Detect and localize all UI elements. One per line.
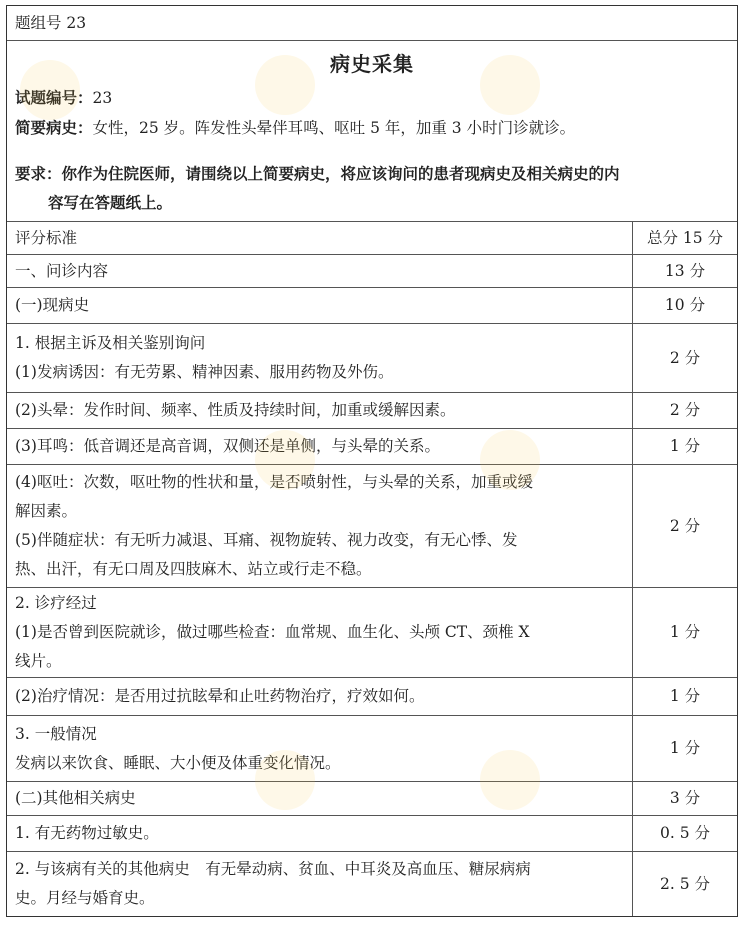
score-cell: 0. 5 分 bbox=[659, 824, 710, 842]
criteria-cell bbox=[7, 429, 633, 464]
requirement-line-2: 容写在答题纸上。 bbox=[48, 193, 173, 212]
criteria-line: (5)伴随症状：有无听力减退、耳痛、视物旋转、视力改变，有无心悸、发 bbox=[15, 531, 518, 549]
group-number: 题组号 23 bbox=[7, 6, 737, 41]
criteria-line: 2. 诊疗经过 bbox=[15, 594, 97, 612]
criteria-line: (3)耳鸣：低音调还是高音调，双侧还是单侧，与头晕的关系。 bbox=[15, 437, 440, 455]
score-cell: 10 分 bbox=[664, 296, 706, 314]
criteria-line: 史。月经与婚育史。 bbox=[15, 889, 155, 907]
table-row bbox=[7, 588, 737, 678]
page-title: 病史采集 bbox=[330, 52, 414, 76]
criteria-line: 一、问诊内容 bbox=[15, 261, 109, 280]
score-cell: 2 分 bbox=[669, 516, 701, 535]
table-row bbox=[7, 816, 737, 852]
criteria-line: 热、出汗，有无口周及四肢麻木、站立或行走不稳。 bbox=[15, 560, 372, 578]
criteria-cell bbox=[7, 288, 633, 323]
criteria-cell bbox=[7, 716, 633, 781]
exam-number-line bbox=[15, 83, 729, 113]
score-cell: 1 分 bbox=[669, 623, 701, 641]
criteria-line: (1)是否曾到医院就诊，做过哪些检查：血常规、血生化、头颅 CT、颈椎 X bbox=[15, 623, 530, 641]
criteria-cell bbox=[7, 393, 633, 428]
criteria-line: 1. 根据主诉及相关鉴别询问 bbox=[15, 334, 206, 352]
criteria-line: 3. 一般情况 bbox=[15, 724, 97, 743]
criteria-line: 2. 与该病有关的其他病史 有无晕动病、贫血、中耳炎及高血压、糖尿病病 bbox=[15, 860, 531, 878]
criteria-line: (二)其他相关病史 bbox=[15, 789, 136, 807]
table-row bbox=[7, 393, 737, 429]
exam-number-label: 试题编号： bbox=[15, 88, 93, 107]
table-row bbox=[7, 716, 737, 782]
criteria-cell bbox=[7, 852, 633, 916]
requirement-text bbox=[15, 159, 620, 217]
criteria-cell bbox=[7, 324, 633, 392]
table-row bbox=[7, 782, 737, 816]
case-intro bbox=[7, 41, 737, 222]
brief-history-label: 简要病史： bbox=[15, 118, 93, 137]
criteria-cell bbox=[7, 465, 633, 587]
exam-number-value: 23 bbox=[92, 89, 113, 107]
criteria-line: (2)治疗情况：是否用过抗眩晕和止吐药物治疗，疗效如何。 bbox=[15, 687, 425, 705]
criteria-line: (一)现病史 bbox=[15, 296, 90, 314]
table-row bbox=[7, 852, 737, 916]
criteria-line: 发病以来饮食、睡眠、大小便及体重变化情况。 bbox=[15, 753, 341, 772]
requirement-block bbox=[15, 159, 729, 217]
criteria-line: (2)头晕：发作时间、频率、性质及持续时间，加重或缓解因素。 bbox=[15, 401, 456, 419]
score-cell: 1 分 bbox=[669, 739, 701, 757]
table-row bbox=[7, 255, 737, 288]
criteria-cell bbox=[7, 255, 633, 287]
total-score-header: 总分 15 分 bbox=[646, 228, 724, 247]
table-row bbox=[7, 288, 737, 324]
criteria-line: 线片。 bbox=[15, 652, 62, 670]
requirement-label: 要求： bbox=[15, 164, 62, 183]
criteria-cell bbox=[7, 782, 633, 815]
exam-sheet bbox=[6, 5, 738, 917]
criteria-line: (1)发病诱因：有无劳累、精神因素、服用药物及外伤。 bbox=[15, 363, 394, 381]
score-cell: 3 分 bbox=[669, 789, 701, 807]
score-cell: 2 分 bbox=[669, 348, 701, 367]
table-header-row bbox=[7, 222, 737, 255]
score-cell: 13 分 bbox=[664, 261, 706, 280]
criteria-cell bbox=[7, 816, 633, 851]
requirement-line-1: 你作为住院医师，请围绕以上简要病史，将应该询问的患者现病史及相关病史的内 bbox=[61, 164, 620, 183]
table-row bbox=[7, 678, 737, 716]
brief-history-value: 女性，25 岁。阵发性头晕伴耳鸣、呕吐 5 年，加重 3 小时门诊就诊。 bbox=[92, 119, 576, 137]
table-row bbox=[7, 324, 737, 393]
criteria-line: 解因素。 bbox=[15, 502, 78, 520]
score-cell: 1 分 bbox=[669, 437, 701, 455]
score-cell: 2. 5 分 bbox=[659, 874, 710, 893]
criteria-cell bbox=[7, 588, 633, 677]
criteria-header: 评分标准 bbox=[7, 222, 633, 254]
brief-history-line bbox=[15, 113, 729, 143]
criteria-cell bbox=[7, 678, 633, 715]
table-row bbox=[7, 429, 737, 465]
criteria-line: (4)呕吐：次数，呕吐物的性状和量，是否喷射性，与头晕的关系，加重或缓 bbox=[15, 473, 533, 491]
table-row bbox=[7, 465, 737, 588]
score-cell: 1 分 bbox=[669, 687, 701, 705]
score-table-body bbox=[7, 255, 737, 916]
score-cell: 2 分 bbox=[669, 401, 701, 419]
criteria-line: 1. 有无药物过敏史。 bbox=[15, 824, 159, 842]
